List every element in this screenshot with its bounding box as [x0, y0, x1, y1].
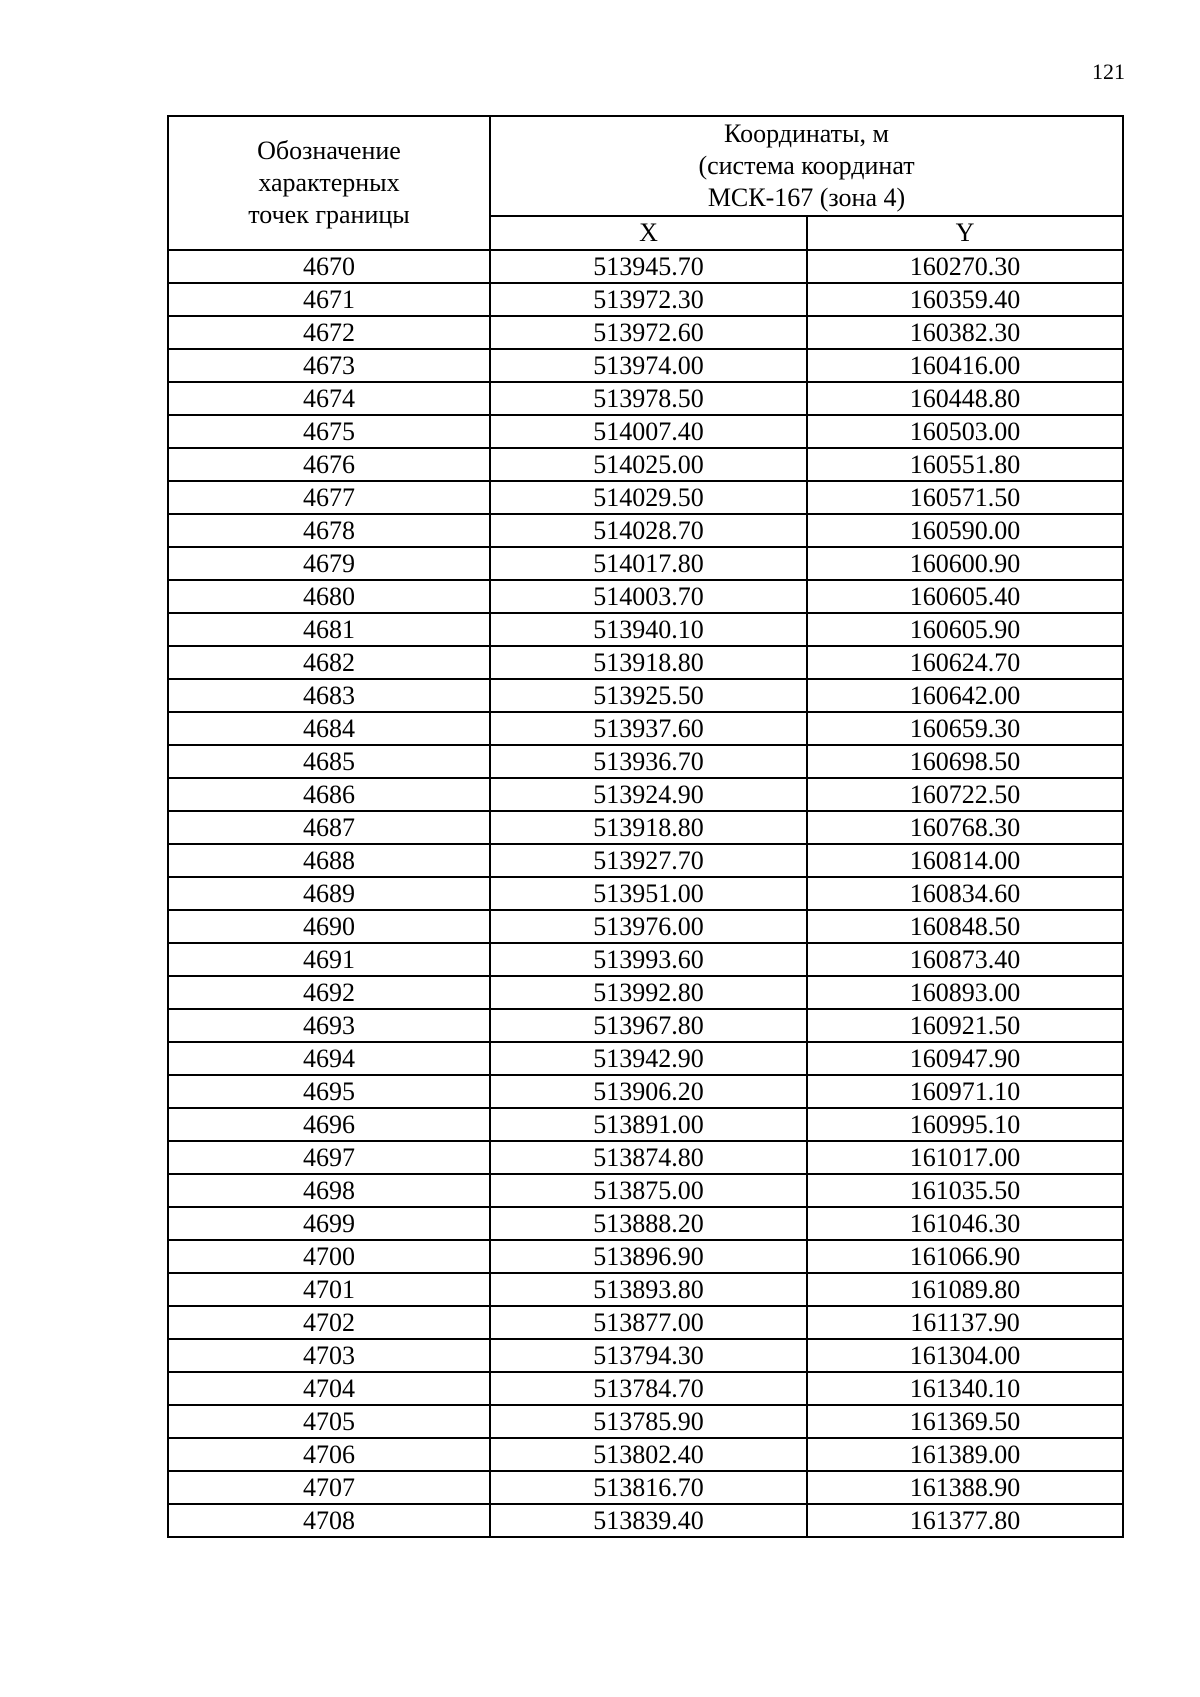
point-id-cell: 4694 — [168, 1042, 490, 1075]
point-id-cell: 4683 — [168, 679, 490, 712]
table-row — [168, 1009, 1123, 1042]
y-coordinate-cell: 161340.10 — [807, 1372, 1123, 1405]
point-id-cell: 4705 — [168, 1405, 490, 1438]
x-coordinate-cell: 514025.00 — [490, 448, 807, 481]
y-coordinate-cell: 160605.90 — [807, 613, 1123, 646]
point-id-cell: 4685 — [168, 745, 490, 778]
y-coordinate-cell: 160416.00 — [807, 349, 1123, 382]
table-row — [168, 1207, 1123, 1240]
x-coordinate-cell: 513976.00 — [490, 910, 807, 943]
point-id-cell: 4703 — [168, 1339, 490, 1372]
y-coordinate-cell: 160659.30 — [807, 712, 1123, 745]
x-coordinate-cell: 513925.50 — [490, 679, 807, 712]
header-coordinates: Координаты, м (система координат МСК-167 (зона 4) — [490, 116, 1123, 216]
x-coordinate-cell: 513978.50 — [490, 382, 807, 415]
x-coordinate-cell: 513877.00 — [490, 1306, 807, 1339]
x-coordinate-cell: 513937.60 — [490, 712, 807, 745]
point-id-cell: 4684 — [168, 712, 490, 745]
table-row — [168, 1372, 1123, 1405]
table-row — [168, 811, 1123, 844]
point-id-cell: 4692 — [168, 976, 490, 1009]
table-row — [168, 613, 1123, 646]
y-coordinate-cell: 161089.80 — [807, 1273, 1123, 1306]
point-id-cell: 4681 — [168, 613, 490, 646]
table-header — [168, 116, 1123, 250]
x-coordinate-cell: 513945.70 — [490, 250, 807, 283]
point-id-cell: 4700 — [168, 1240, 490, 1273]
x-coordinate-cell: 513893.80 — [490, 1273, 807, 1306]
x-coordinate-cell: 513918.80 — [490, 646, 807, 679]
y-coordinate-cell: 160605.40 — [807, 580, 1123, 613]
point-id-cell: 4673 — [168, 349, 490, 382]
x-coordinate-cell: 513784.70 — [490, 1372, 807, 1405]
x-coordinate-cell: 513972.60 — [490, 316, 807, 349]
y-coordinate-cell: 160768.30 — [807, 811, 1123, 844]
x-coordinate-cell: 514003.70 — [490, 580, 807, 613]
x-coordinate-cell: 513785.90 — [490, 1405, 807, 1438]
y-coordinate-cell: 161377.80 — [807, 1504, 1123, 1537]
y-coordinate-cell: 161388.90 — [807, 1471, 1123, 1504]
point-id-cell: 4679 — [168, 547, 490, 580]
y-coordinate-cell: 160624.70 — [807, 646, 1123, 679]
y-coordinate-cell: 160359.40 — [807, 283, 1123, 316]
x-coordinate-cell: 513951.00 — [490, 877, 807, 910]
table-row — [168, 250, 1123, 283]
table-row — [168, 1108, 1123, 1141]
table-row — [168, 1339, 1123, 1372]
table-row — [168, 1042, 1123, 1075]
point-id-cell: 4707 — [168, 1471, 490, 1504]
y-coordinate-cell: 160571.50 — [807, 481, 1123, 514]
table-row — [168, 1141, 1123, 1174]
x-coordinate-cell: 513874.80 — [490, 1141, 807, 1174]
table-row — [168, 1405, 1123, 1438]
y-coordinate-cell: 160600.90 — [807, 547, 1123, 580]
table-row — [168, 778, 1123, 811]
page-number: 121 — [1092, 59, 1125, 84]
table-row — [168, 844, 1123, 877]
y-coordinate-cell: 160448.80 — [807, 382, 1123, 415]
x-coordinate-cell: 513992.80 — [490, 976, 807, 1009]
point-id-cell: 4688 — [168, 844, 490, 877]
table-row — [168, 283, 1123, 316]
x-coordinate-cell: 514017.80 — [490, 547, 807, 580]
table-row — [168, 910, 1123, 943]
table-row — [168, 877, 1123, 910]
table-row — [168, 1174, 1123, 1207]
table-row — [168, 1438, 1123, 1471]
table-row — [168, 745, 1123, 778]
y-coordinate-cell: 160921.50 — [807, 1009, 1123, 1042]
point-id-cell: 4691 — [168, 943, 490, 976]
table-row — [168, 547, 1123, 580]
table-row — [168, 712, 1123, 745]
table-row — [168, 481, 1123, 514]
table-body — [168, 250, 1123, 1537]
y-coordinate-cell: 160848.50 — [807, 910, 1123, 943]
point-id-cell: 4687 — [168, 811, 490, 844]
x-coordinate-cell: 513993.60 — [490, 943, 807, 976]
table-row — [168, 514, 1123, 547]
x-coordinate-cell: 514007.40 — [490, 415, 807, 448]
table-row — [168, 448, 1123, 481]
x-coordinate-cell: 513888.20 — [490, 1207, 807, 1240]
point-id-cell: 4701 — [168, 1273, 490, 1306]
header-row-main — [168, 116, 1123, 216]
point-id-cell: 4672 — [168, 316, 490, 349]
point-id-cell: 4704 — [168, 1372, 490, 1405]
y-coordinate-cell: 160947.90 — [807, 1042, 1123, 1075]
point-id-cell: 4706 — [168, 1438, 490, 1471]
table-row — [168, 1075, 1123, 1108]
x-coordinate-cell: 513906.20 — [490, 1075, 807, 1108]
point-id-cell: 4670 — [168, 250, 490, 283]
x-coordinate-cell: 513942.90 — [490, 1042, 807, 1075]
point-id-cell: 4686 — [168, 778, 490, 811]
table-row — [168, 349, 1123, 382]
y-coordinate-cell: 161017.00 — [807, 1141, 1123, 1174]
x-coordinate-cell: 513972.30 — [490, 283, 807, 316]
point-id-cell: 4674 — [168, 382, 490, 415]
y-coordinate-cell: 161046.30 — [807, 1207, 1123, 1240]
y-coordinate-cell: 160382.30 — [807, 316, 1123, 349]
x-coordinate-cell: 513924.90 — [490, 778, 807, 811]
x-coordinate-cell: 513896.90 — [490, 1240, 807, 1273]
table-row — [168, 1273, 1123, 1306]
x-coordinate-cell: 513839.40 — [490, 1504, 807, 1537]
header-point-designation: Обозначение характерных точек границы — [168, 116, 490, 250]
table-row — [168, 580, 1123, 613]
y-coordinate-cell: 160270.30 — [807, 250, 1123, 283]
point-id-cell: 4702 — [168, 1306, 490, 1339]
y-coordinate-cell: 160722.50 — [807, 778, 1123, 811]
point-id-cell: 4682 — [168, 646, 490, 679]
x-coordinate-cell: 513936.70 — [490, 745, 807, 778]
x-coordinate-cell: 514029.50 — [490, 481, 807, 514]
table-row — [168, 976, 1123, 1009]
point-id-cell: 4695 — [168, 1075, 490, 1108]
table-row — [168, 1504, 1123, 1537]
y-coordinate-cell: 160642.00 — [807, 679, 1123, 712]
point-id-cell: 4699 — [168, 1207, 490, 1240]
y-coordinate-cell: 160814.00 — [807, 844, 1123, 877]
point-id-cell: 4690 — [168, 910, 490, 943]
y-coordinate-cell: 161137.90 — [807, 1306, 1123, 1339]
point-id-cell: 4677 — [168, 481, 490, 514]
point-id-cell: 4698 — [168, 1174, 490, 1207]
x-coordinate-cell: 513974.00 — [490, 349, 807, 382]
x-coordinate-cell: 513794.30 — [490, 1339, 807, 1372]
y-coordinate-cell: 160590.00 — [807, 514, 1123, 547]
x-coordinate-cell: 513918.80 — [490, 811, 807, 844]
table-row — [168, 943, 1123, 976]
y-coordinate-cell: 161066.90 — [807, 1240, 1123, 1273]
y-coordinate-cell: 160834.60 — [807, 877, 1123, 910]
point-id-cell: 4696 — [168, 1108, 490, 1141]
table-row — [168, 679, 1123, 712]
table-row — [168, 1240, 1123, 1273]
y-coordinate-cell: 161304.00 — [807, 1339, 1123, 1372]
point-id-cell: 4697 — [168, 1141, 490, 1174]
point-id-cell: 4693 — [168, 1009, 490, 1042]
x-coordinate-cell: 513891.00 — [490, 1108, 807, 1141]
y-coordinate-cell: 160503.00 — [807, 415, 1123, 448]
point-id-cell: 4678 — [168, 514, 490, 547]
y-coordinate-cell: 160893.00 — [807, 976, 1123, 1009]
y-coordinate-cell: 160873.40 — [807, 943, 1123, 976]
table-row — [168, 1471, 1123, 1504]
x-coordinate-cell: 513940.10 — [490, 613, 807, 646]
point-id-cell: 4708 — [168, 1504, 490, 1537]
y-coordinate-cell: 160971.10 — [807, 1075, 1123, 1108]
point-id-cell: 4671 — [168, 283, 490, 316]
point-id-cell: 4676 — [168, 448, 490, 481]
table-row — [168, 415, 1123, 448]
y-coordinate-cell: 161389.00 — [807, 1438, 1123, 1471]
x-coordinate-cell: 513875.00 — [490, 1174, 807, 1207]
x-coordinate-cell: 514028.70 — [490, 514, 807, 547]
coordinates-table — [167, 115, 1124, 1538]
table-row — [168, 316, 1123, 349]
point-id-cell: 4680 — [168, 580, 490, 613]
table-row — [168, 646, 1123, 679]
y-coordinate-cell: 160698.50 — [807, 745, 1123, 778]
header-y: Y — [807, 216, 1123, 250]
x-coordinate-cell: 513967.80 — [490, 1009, 807, 1042]
y-coordinate-cell: 160995.10 — [807, 1108, 1123, 1141]
y-coordinate-cell: 161035.50 — [807, 1174, 1123, 1207]
y-coordinate-cell: 161369.50 — [807, 1405, 1123, 1438]
table-row — [168, 382, 1123, 415]
point-id-cell: 4689 — [168, 877, 490, 910]
point-id-cell: 4675 — [168, 415, 490, 448]
x-coordinate-cell: 513802.40 — [490, 1438, 807, 1471]
x-coordinate-cell: 513927.70 — [490, 844, 807, 877]
x-coordinate-cell: 513816.70 — [490, 1471, 807, 1504]
y-coordinate-cell: 160551.80 — [807, 448, 1123, 481]
table-row — [168, 1306, 1123, 1339]
header-x: X — [490, 216, 807, 250]
